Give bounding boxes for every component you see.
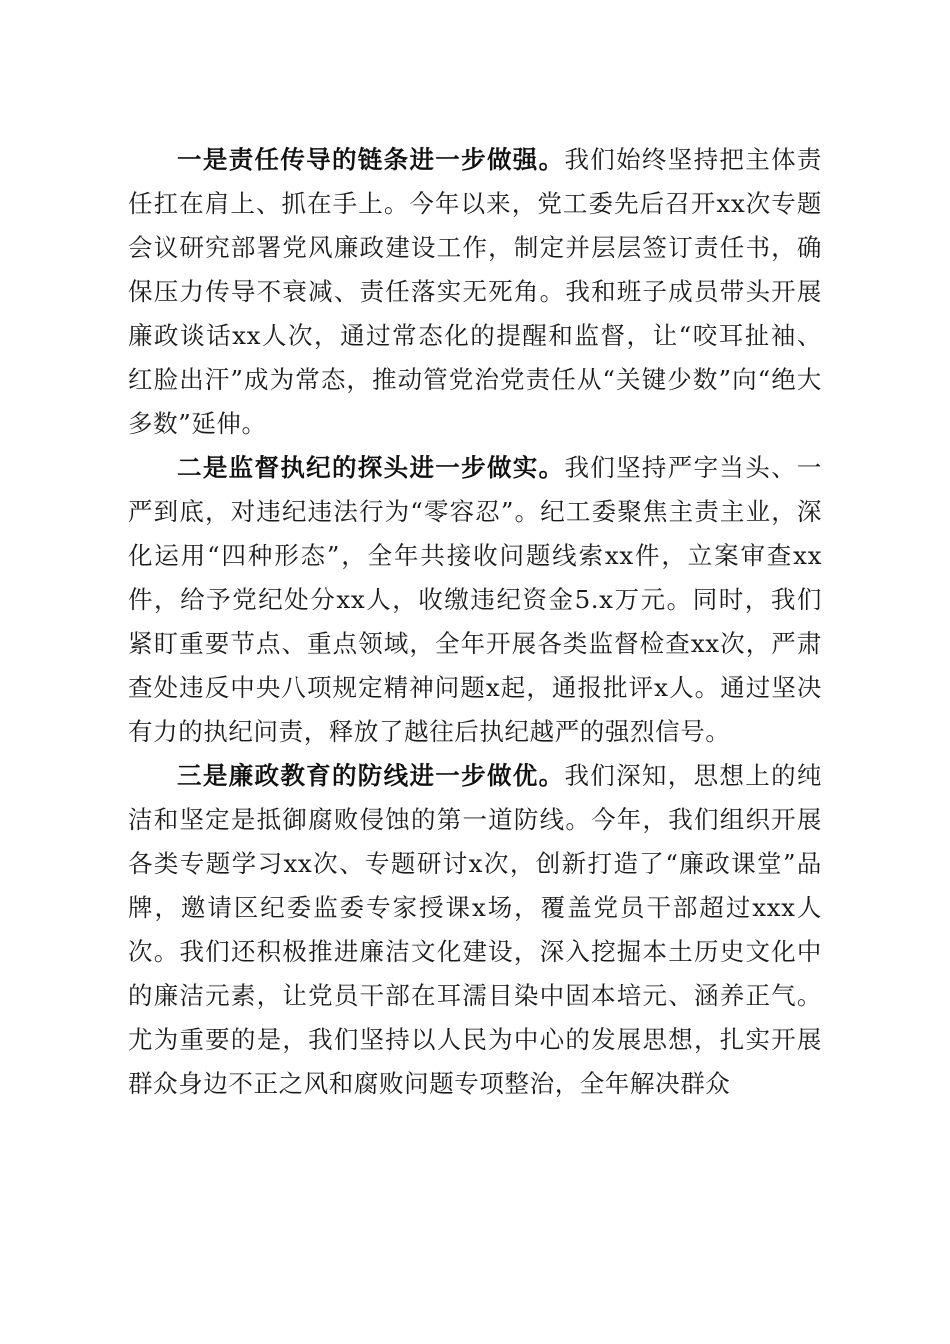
paragraph-heading: 三是廉政教育的防线进一步做优。 (177, 761, 565, 790)
document-body (128, 138, 822, 1106)
paragraph-heading: 二是监督执纪的探头进一步做实。 (177, 453, 565, 482)
paragraph-text: 我们坚持严字当头、一严到底，对违纪违法行为“零容忍”。纪工委聚焦主责主业，深化运用“四种形态”，全年共接收问题线索xx件，立案审查xx件，给予党纪处分xx人，收缴违纪资金5.x万元。同时，我们紧盯重要节点、重点领域，全年开展各类监督检查xx次，严肃查处违反中央八项规定精神问题x起，通报批评x人。通过坚决有力的执纪问责，释放了越往后执纪越严的强烈信号。 (128, 453, 822, 746)
paragraph-heading: 一是责任传导的链条进一步做强。 (177, 145, 565, 174)
paragraph-text: 我们始终坚持把主体责任扛在肩上、抓在手上。今年以来，党工委先后召开xx次专题会议研究部署党风廉政建设工作，制定并层层签订责任书，确保压力传导不衰减、责任落实无死角。我和班子成员带头开展廉政谈话xx人次，通过常态化的提醒和监督，让“咬耳扯袖、红脸出汗”成为常态，推动管党治党责任从“关键少数”向“绝大多数”延伸。 (128, 145, 822, 438)
paragraph-education (128, 754, 822, 1106)
paragraph-text: 我们深知，思想上的纯洁和坚定是抵御腐败侵蚀的第一道防线。今年，我们组织开展各类专题学习xx次、专题研讨x次，创新打造了“廉政课堂”品牌，邀请区纪委监委专家授课x场，覆盖党员干部超过xxx人次。我们还积极推进廉洁文化建设，深入挖掘本土历史文化中的廉洁元素，让党员干部在耳濡目染中固本培元、涵养正气。尤为重要的是，我们坚持以人民为中心的发展思想，扎实开展群众身边不正之风和腐败问题专项整治，全年解决群众 (128, 761, 822, 1098)
paragraph-supervision (128, 446, 822, 754)
paragraph-responsibility (128, 138, 822, 446)
